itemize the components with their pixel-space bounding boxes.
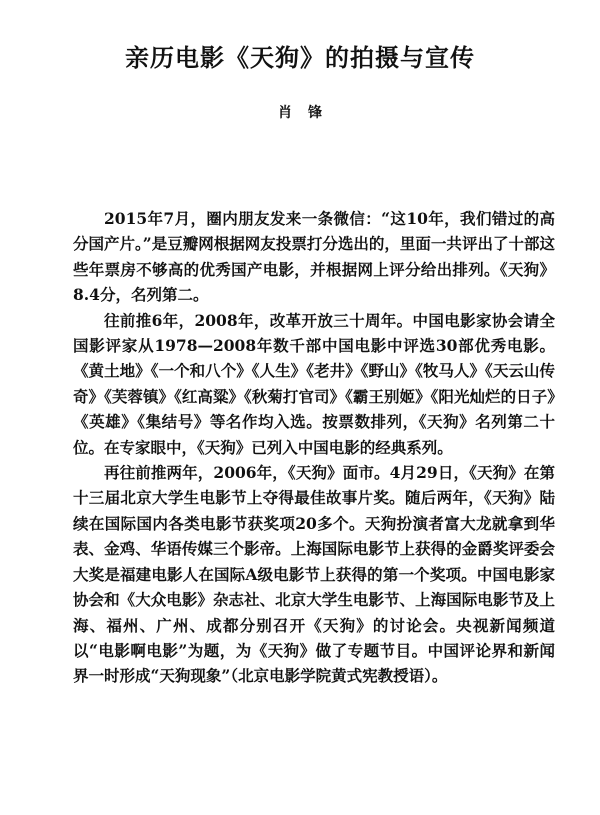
article-body (73, 206, 555, 689)
article-author: 肖锋 (278, 105, 338, 121)
paragraph-2: 往前推6年，2008年，改革开放三十周年。中国电影家协会请全国影评家从1978—2008年数千部中国电影中评选30部优秀电影。《黄土地》《一个和八个》《人生》《老井》《野山》《牧马人》《天云山传奇》《芙蓉镇》《红高粱》《秋菊打官司》《霸王别姬》《阳光灿烂的日子》《英雄》《集结号》等名作均入选。按票数排列，《天狗》名列第二十位。在专家眼中，《天狗》已列入中国电影的经典系列。 (73, 310, 555, 457)
paragraph-3: 再往前推两年，2006年，《天狗》面市。4月29日，《天狗》在第十三届北京大学生电影节上夺得最佳故事片奖。随后两年，《天狗》陆续在国际国内各类电影节获奖项20多个。天狗扮演者富大龙就拿到华表、金鸡、华语传媒三个影帝。上海国际电影节上获得的金爵奖评委会大奖是福建电影人在国际A级电影节上获得的第一个奖项。中国电影家协会和《大众电影》杂志社、北京大学生电影节、上海国际电影节及上海、福州、广州、成都分别召开《天狗》的讨论会。央视新闻频道以“电影啊电影”为题，为《天狗》做了专题节目。中国评论界和新闻界一时形成“天狗现象”（北京电影学院黄式宪教授语）。 (73, 463, 555, 686)
article-title: 亲历电影《天狗》的拍摄与宣传 (125, 44, 475, 72)
paragraph-1: 2015年7月，圈内朋友发来一条微信：“这10年，我们错过的高分国产片。”是豆瓣网根据网友投票打分选出的，里面一共评出了十部这些年票房不够高的优秀国产电影，并根据网上评分给出排列。《天狗》8.4分，名列第二。 (73, 209, 555, 305)
